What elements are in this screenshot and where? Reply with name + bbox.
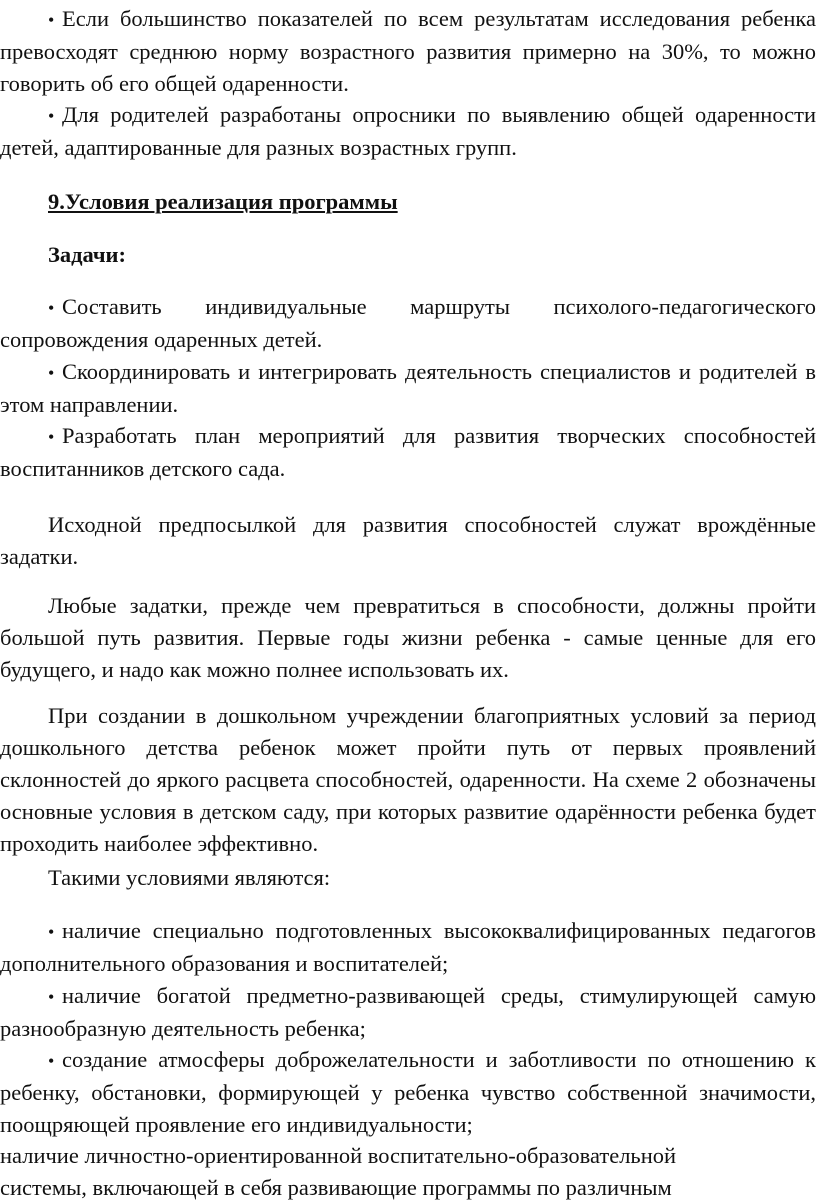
bullet-text: Разработать план мероприятий для развития творческих способностей воспитанников детского сада. [0,423,816,481]
bullet-marker: • [48,10,55,30]
task-item-2 [0,356,816,421]
condition-item-2 [0,980,816,1045]
bullet-marker: • [48,363,55,383]
bullet-marker: • [48,298,55,318]
bullet-text: Если большинство показателей по всем результатам исследования ребенка превосходят среднюю норму возрастного развития примерно на 30%, то можно говорить об его общей одаренности. [0,6,816,96]
trailing-paragraph: наличие личностно-ориентированной воспитательно-образовательной системы, включающей в себя развивающие программы по различным [0,1143,677,1200]
bullet-text: Скоординировать и интегрировать деятельность специалистов и родителей в этом направлении. [0,359,816,417]
conditions-intro: Такими условиями являются: [48,865,331,890]
task-item-1 [0,291,816,356]
tasks-heading: Задачи: [48,242,127,267]
bullet-item-1 [0,3,816,100]
bullet-item-2 [0,99,816,164]
bullet-text: наличие специально подготовленных высококвалифицированных педагогов дополнительного образования и воспитателей; [0,918,816,976]
bullet-text: Составить индивидуальные маршруты психолого-педагогического сопровождения одаренных детей. [0,294,816,352]
section-heading: 9.Условия реализация программы [48,189,398,214]
condition-item-1 [0,915,816,980]
bullet-marker: • [48,1051,55,1071]
bullet-text: наличие богатой предметно-развивающей среды, стимулирующей самую разнообразную деятельность ребенка; [0,983,816,1041]
paragraph-1: Исходной предпосылкой для развития способностей служат врождённые задатки. [0,512,816,569]
bullet-marker: • [48,922,55,942]
task-item-3 [0,420,816,485]
bullet-text: Для родителей разработаны опросники по выявлению общей одаренности детей, адаптированные для разных возрастных групп. [0,102,816,160]
bullet-marker: • [48,987,55,1007]
paragraph-2: Любые задатки, прежде чем превратиться в способности, должны пройти большой путь развития. Первые годы жизни ребенка - самые ценные для его будущего, и надо как можно полнее использовать их. [0,593,816,682]
paragraph-3: При создании в дошкольном учреждении благоприятных условий за период дошкольного детства ребенок может пройти путь от первых проявлений склонностей до яркого расцвета способностей, одаренности. На схеме 2 обозначены основные условия в детском саду, при которых развитие одарённости ребенка будет проходить наиболее эффективно. [0,703,816,856]
bullet-marker: • [48,106,55,126]
bullet-marker: • [48,427,55,447]
bullet-text: создание атмосферы доброжелательности и заботливости по отношению к ребенку, обстановки, формирующей у ребенка чувство собственной значимости, поощряющей проявление его индивидуальности; [0,1047,816,1137]
condition-item-3 [0,1044,816,1141]
